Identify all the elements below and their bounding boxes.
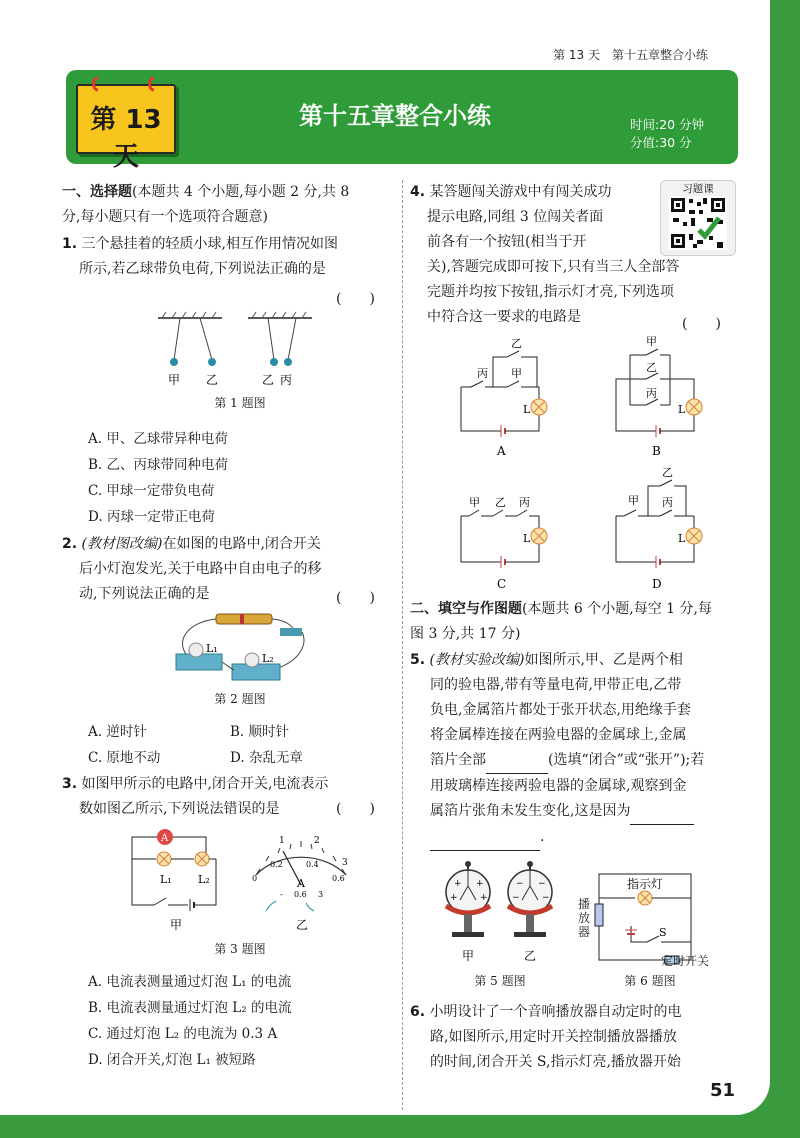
q6-line2: 路,如图所示,用定时开关控制播放器播放 — [430, 1029, 677, 1045]
svg-text:−: − — [538, 879, 546, 889]
q5-line7: 属箔片张角未发生变化,这是因为 — [430, 803, 631, 819]
q5-line4: 将金属棒连接在两验电器的金属球上,金属 — [430, 727, 687, 743]
ball-yi2-icon — [270, 358, 278, 366]
svg-text:−: − — [512, 893, 520, 903]
time-limit: 时间:20 分钟 — [630, 117, 705, 132]
q3-scale-0: 0 — [252, 874, 258, 883]
ball-jia-icon — [170, 358, 178, 366]
q6-timer-label: 定时开关 — [660, 954, 709, 968]
q4-line5: 完题并均按下按钮,指示灯才亮,下列选项 — [427, 284, 674, 300]
b-label-jia: 甲 — [646, 335, 657, 348]
q5-fig-b: 乙 — [524, 949, 537, 963]
q4-line3: 前各有一个按钮(相当于开 — [427, 234, 587, 250]
q6-player-1: 播 — [578, 897, 591, 911]
q3-term-neg: - — [280, 890, 283, 899]
player-icon — [595, 904, 603, 926]
q4-circuit-a — [455, 335, 565, 460]
q6-player-label — [578, 897, 592, 939]
d-label-bing: 丙 — [662, 496, 673, 509]
q3-figure — [120, 825, 360, 935]
q4-answer-paren: ( ) — [682, 316, 721, 332]
q1-line1: 三个悬挂着的轻质小球,相互作用情况如图 — [81, 236, 338, 252]
q6-switch: S — [659, 926, 667, 939]
ball-bing-icon — [284, 358, 292, 366]
q3-scale-06: 0.6 — [332, 874, 345, 883]
q5-number: 5. — [410, 652, 426, 668]
c-label-jia: 甲 — [469, 496, 480, 509]
section1-desc1: (本题共 4 个小题,每小题 2 分,共 8 — [132, 184, 350, 200]
q1-option-a: A. 甲、乙球带异种电荷 — [88, 431, 228, 447]
q5-stem — [410, 648, 745, 851]
column-divider — [402, 180, 403, 1110]
q3-scale-04: 0.4 — [306, 860, 319, 869]
q2-number: 2. — [62, 536, 78, 552]
q3-term-06: 0.6 — [294, 890, 307, 899]
q3-number: 3. — [62, 776, 78, 792]
svg-text:+: + — [480, 893, 488, 903]
q2-line2: 后小灯泡发光,关于电路中自由电子的移 — [79, 561, 322, 577]
section2-title: 二、填空与作图题 — [410, 601, 522, 617]
day-label: 第 13 天 — [90, 105, 162, 172]
q3-fig-b: 乙 — [296, 918, 309, 932]
q2-figure — [168, 610, 318, 688]
a-label-yi: 乙 — [511, 337, 522, 350]
c-letter: C — [497, 577, 507, 591]
section1-desc2: 分,每小题只有一个选项符合题意) — [62, 209, 268, 225]
section1-heading — [62, 180, 392, 230]
c-lamp-label: L — [523, 532, 531, 545]
q6-caption: 第 6 题图 — [624, 974, 676, 988]
q3-option-b: B. 电流表测量通过灯泡 L₂ 的电流 — [88, 1000, 292, 1016]
bulb-l1-icon — [189, 643, 203, 657]
q3-scale-1: 1 — [279, 836, 285, 846]
q1-line2: 所示,若乙球带负电荷,下列说法正确的是 — [79, 261, 326, 277]
q2-l1: L₁ — [206, 642, 218, 655]
q3-term-3: 3 — [318, 890, 324, 899]
q3-scale-2: 2 — [314, 836, 320, 846]
b-label-bing: 丙 — [646, 387, 657, 400]
calendar-rings-icon — [84, 76, 168, 92]
ball-yi-icon — [208, 358, 216, 366]
q4-circuit-c — [455, 470, 565, 595]
q5-blank2[interactable] — [630, 799, 694, 825]
page-number: 51 — [710, 1080, 736, 1101]
c-label-bing: 丙 — [519, 496, 530, 509]
q5-end: . — [540, 829, 545, 845]
svg-text:+: + — [450, 893, 458, 903]
b-label-yi: 乙 — [646, 361, 657, 374]
svg-text:+: + — [476, 879, 484, 889]
q4-circuit-d — [610, 462, 720, 595]
q1-option-b: B. 乙、丙球带同种电荷 — [88, 457, 229, 473]
q1-label-yi2: 乙 — [262, 373, 275, 387]
qr-label: 习题课 — [682, 183, 714, 195]
svg-text:−: − — [516, 879, 524, 889]
q1-caption: 第 1 题图 — [214, 396, 266, 410]
q3-ammeter: A — [161, 833, 169, 844]
a-lamp-label: L — [523, 403, 531, 416]
q2-l2: L₂ — [262, 652, 274, 665]
q3-answer-paren: ( ) — [336, 801, 375, 817]
q5-line3: 负电,金属箔片都处于张开状态,用绝缘手套 — [430, 702, 691, 718]
q3-fig-a: 甲 — [170, 918, 183, 932]
q2-option-d: D. 杂乱无章 — [230, 750, 303, 766]
q4-line2: 提示电路,同组 3 位闯关者面 — [427, 209, 604, 225]
q3-caption: 第 3 题图 — [214, 942, 266, 956]
q4-line6: 中符合这一要求的电路是 — [427, 309, 581, 325]
q2-answer-paren: ( ) — [336, 590, 375, 606]
score-total: 分值:30 分 — [630, 135, 692, 150]
q6-player-3: 器 — [578, 925, 591, 939]
q3-line1: 如图甲所示的电路中,闭合开关,电流表示 — [81, 776, 329, 792]
q1-label-jia: 甲 — [168, 373, 181, 387]
c-label-yi: 乙 — [495, 496, 506, 509]
q3-option-d: D. 闭合开关,灯泡 L₁ 被短路 — [88, 1052, 256, 1068]
section2-heading — [410, 597, 755, 647]
q5-line2: 同的验电器,带有等量电荷,甲带正电,乙带 — [430, 677, 682, 693]
q6-lamp-label: 指示灯 — [627, 877, 664, 891]
running-title: 第十五章整合小练 — [611, 48, 708, 62]
q5-line6: 用玻璃棒连接两验电器的金属球,观察到金 — [430, 778, 687, 794]
section2-desc2: 图 3 分,共 17 分) — [410, 626, 521, 642]
q2-option-c: C. 原地不动 — [88, 750, 161, 766]
q1-number: 1. — [62, 236, 78, 252]
q1-figure — [150, 310, 320, 390]
a-letter: A — [497, 444, 506, 458]
q4-circuit-b — [610, 335, 720, 460]
time-score — [630, 116, 704, 152]
b-letter: B — [652, 444, 661, 458]
q5-fig-a: 甲 — [462, 949, 475, 963]
q6-number: 6. — [410, 1004, 426, 1020]
d-label-yi: 乙 — [662, 466, 673, 479]
q5-figure — [440, 860, 560, 972]
section1-title: 一、选择题 — [62, 184, 132, 200]
q6-line1: 小明设计了一个音响播放器自动定时的电 — [429, 1004, 682, 1020]
d-label-jia: 甲 — [628, 494, 639, 507]
q5-blank1[interactable] — [486, 748, 548, 774]
q2-option-b: B. 顺时针 — [230, 724, 290, 740]
q1-answer-paren: ( ) — [336, 291, 375, 307]
svg-text:−: − — [542, 893, 550, 903]
q5-line1: 如图所示,甲、乙是两个相 — [524, 652, 683, 668]
q6-line3: 的时间,闭合开关 S,指示灯亮,播放器开始 — [430, 1054, 681, 1070]
q5-caption: 第 5 题图 — [474, 974, 526, 988]
q3-l2: L₂ — [198, 873, 210, 886]
section2-desc1: (本题共 6 个小题,每空 1 分,每 — [522, 601, 712, 617]
a-label-jia: 甲 — [511, 367, 522, 380]
switch-icon — [280, 628, 302, 636]
page-title: 第十五章整合小练 — [299, 102, 491, 130]
q1-option-c: C. 甲球一定带负电荷 — [88, 483, 215, 499]
q2-line3: 动,下列说法正确的是 — [79, 586, 210, 602]
q3-l1: L₁ — [160, 873, 172, 886]
q1-option-d: D. 丙球一定带正电荷 — [88, 509, 215, 525]
d-letter: D — [652, 577, 662, 591]
q3-scale-3: 3 — [342, 858, 348, 868]
a-label-bing: 丙 — [477, 367, 488, 380]
q3-scale-02: 0.2 — [270, 860, 283, 869]
q2-caption: 第 2 题图 — [214, 692, 266, 706]
day-badge — [76, 84, 176, 172]
q4-line4: 关),答题完成即可按下,只有当三人全部答 — [427, 259, 680, 275]
q1-label-yi: 乙 — [206, 373, 219, 387]
running-header — [553, 46, 708, 63]
q5-blank2-cont[interactable] — [430, 825, 540, 851]
q3-dial-a: A — [297, 877, 305, 890]
d-lamp-label: L — [678, 532, 686, 545]
b-lamp-label: L — [678, 403, 686, 416]
q3-line2: 数如图乙所示,下列说法错误的是 — [79, 801, 280, 817]
running-day: 第 13 天 — [553, 48, 600, 62]
q6-stem — [410, 1000, 745, 1075]
svg-text:+: + — [454, 879, 462, 889]
q5-source: (教材实验改编) — [429, 652, 525, 668]
q3-option-a: A. 电流表测量通过灯泡 L₁ 的电流 — [88, 974, 292, 990]
q4-number: 4. — [410, 184, 426, 200]
q5-line5a: 箔片全部 — [430, 752, 486, 768]
bulb-l2-icon — [245, 653, 259, 667]
q2-source: (教材图改编) — [81, 536, 163, 552]
q3-option-c: C. 通过灯泡 L₂ 的电流为 0.3 A — [88, 1026, 278, 1042]
q1-stem — [62, 232, 396, 282]
q6-player-2: 放 — [578, 911, 591, 925]
q2-option-a: A. 逆时针 — [88, 724, 147, 740]
q5-line5b: (选填“闭合”或“张开”);若 — [548, 752, 705, 768]
q1-label-bing: 丙 — [280, 373, 293, 387]
q2-line1: 在如图的电路中,闭合开关 — [162, 536, 321, 552]
q4-line1: 某答题闯关游戏中有闯关成功 — [429, 184, 612, 200]
q4-stem — [410, 180, 740, 330]
